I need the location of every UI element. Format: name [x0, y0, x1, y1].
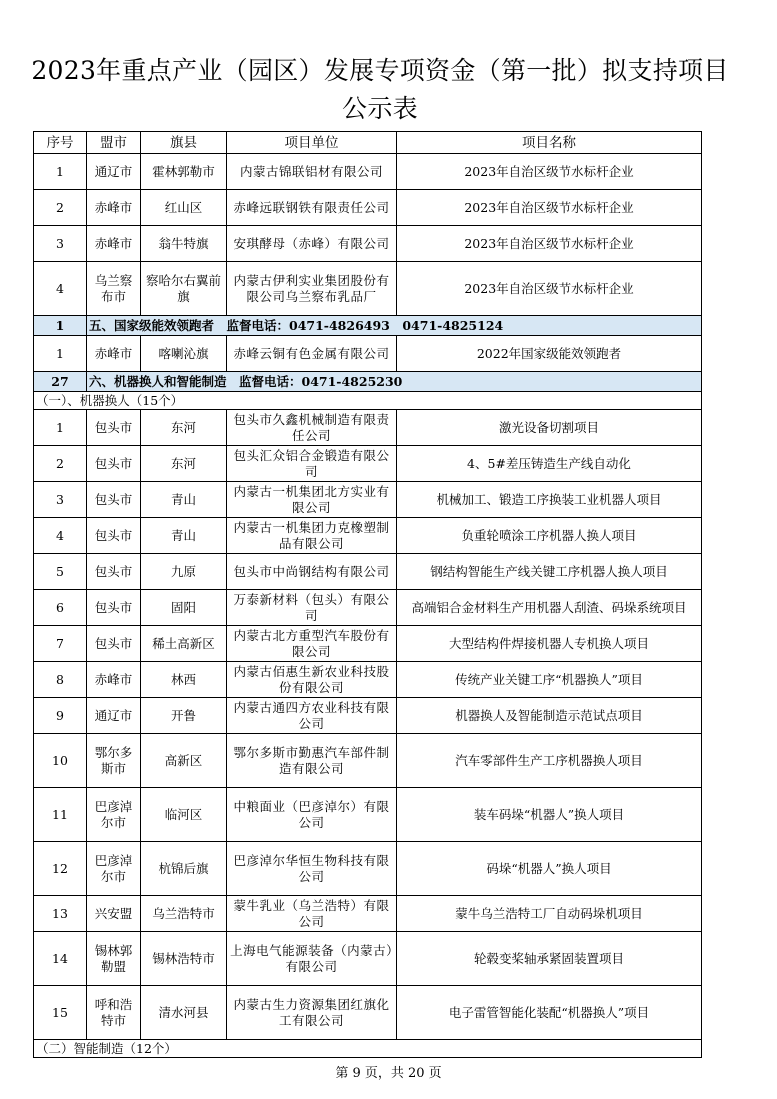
row-unit: 内蒙古一机集团力克橡塑制品有限公司 [227, 518, 397, 554]
row-seq: 10 [34, 734, 87, 788]
section-row [34, 316, 702, 336]
row-project: 传统产业关键工序“机器换人”项目 [397, 662, 702, 698]
row-unit: 包头市久鑫机械制造有限责任公司 [227, 410, 397, 446]
row-county: 林西 [141, 662, 227, 698]
table-row [34, 226, 702, 262]
section-title: 六、机器换人和智能制造 监督电话：0471-4825230 [87, 372, 702, 392]
subsection-title: （一）、机器换人（15个） [34, 392, 702, 410]
table-header-row [34, 132, 702, 154]
row-unit: 上海电气能源装备（内蒙古）有限公司 [227, 932, 397, 986]
row-city: 乌兰察布市 [87, 262, 141, 316]
row-project: 轮毂变桨轴承紧固装置项目 [397, 932, 702, 986]
header-project: 项目名称 [397, 132, 702, 154]
row-unit: 中粮面业（巴彦淖尔）有限公司 [227, 788, 397, 842]
row-seq: 3 [34, 482, 87, 518]
row-unit: 包头市中尚钢结构有限公司 [227, 554, 397, 590]
row-city: 包头市 [87, 590, 141, 626]
row-county: 高新区 [141, 734, 227, 788]
row-unit: 蒙牛乳业（乌兰浩特）有限公司 [227, 896, 397, 932]
row-seq: 8 [34, 662, 87, 698]
row-project: 高端铝合金材料生产用机器人刮渣、码垛系统项目 [397, 590, 702, 626]
table-row [34, 842, 702, 896]
row-city: 包头市 [87, 626, 141, 662]
row-city: 巴彦淖尔市 [87, 788, 141, 842]
table-row [34, 336, 702, 372]
row-unit: 巴彦淖尔华恒生物科技有限公司 [227, 842, 397, 896]
row-city: 赤峰市 [87, 226, 141, 262]
row-project: 激光设备切割项目 [397, 410, 702, 446]
row-project: 4、5#差压铸造生产线自动化 [397, 446, 702, 482]
row-county: 红山区 [141, 190, 227, 226]
page-title: 2023年重点产业（园区）发展专项资金（第一批）拟支持项目公示表 [31, 56, 729, 123]
row-project: 大型结构件焊接机器人专机换人项目 [397, 626, 702, 662]
row-project: 2023年自治区级节水标杆企业 [397, 262, 702, 316]
row-county: 霍林郭勒市 [141, 154, 227, 190]
header-seq: 序号 [34, 132, 87, 154]
row-county: 青山 [141, 518, 227, 554]
row-unit: 内蒙古生力资源集团红旗化工有限公司 [227, 986, 397, 1040]
page-footer: 第 9 页，共 20 页 [335, 1066, 442, 1081]
row-unit: 安琪酵母（赤峰）有限公司 [227, 226, 397, 262]
row-project: 码垛“机器人”换人项目 [397, 842, 702, 896]
row-city: 呼和浩特市 [87, 986, 141, 1040]
row-project: 机器换人及智能制造示范试点项目 [397, 698, 702, 734]
table-row [34, 446, 702, 482]
row-project: 2022年国家级能效领跑者 [397, 336, 702, 372]
table-row [34, 154, 702, 190]
subsection-row [34, 392, 702, 410]
header-county: 旗县 [141, 132, 227, 154]
row-unit: 内蒙古一机集团北方实业有限公司 [227, 482, 397, 518]
table-row [34, 788, 702, 842]
row-city: 兴安盟 [87, 896, 141, 932]
row-county: 察哈尔右翼前旗 [141, 262, 227, 316]
subsection-row [34, 1040, 702, 1058]
row-county: 乌兰浩特市 [141, 896, 227, 932]
row-county: 固阳 [141, 590, 227, 626]
row-city: 包头市 [87, 410, 141, 446]
row-seq: 1 [34, 336, 87, 372]
row-seq: 4 [34, 518, 87, 554]
row-unit: 万泰新材料（包头）有限公司 [227, 590, 397, 626]
table-row [34, 518, 702, 554]
row-city: 锡林郭勒盟 [87, 932, 141, 986]
row-project: 负重轮喷涂工序机器人换人项目 [397, 518, 702, 554]
table-row [34, 986, 702, 1040]
row-seq: 9 [34, 698, 87, 734]
row-county: 东河 [141, 446, 227, 482]
row-unit: 内蒙古北方重型汽车股份有限公司 [227, 626, 397, 662]
table-row [34, 554, 702, 590]
row-seq: 3 [34, 226, 87, 262]
row-county: 开鲁 [141, 698, 227, 734]
table-row [34, 734, 702, 788]
row-seq: 1 [34, 410, 87, 446]
row-city: 通辽市 [87, 698, 141, 734]
row-city: 赤峰市 [87, 662, 141, 698]
row-project: 电子雷管智能化装配“机器换人”项目 [397, 986, 702, 1040]
table-row [34, 662, 702, 698]
row-project: 机械加工、锻造工序换装工业机器人项目 [397, 482, 702, 518]
row-project: 2023年自治区级节水标杆企业 [397, 154, 702, 190]
row-seq: 13 [34, 896, 87, 932]
section-row [34, 372, 702, 392]
section-count: 27 [34, 372, 87, 392]
table-row [34, 190, 702, 226]
row-seq: 5 [34, 554, 87, 590]
row-project: 钢结构智能生产线关键工序机器人换人项目 [397, 554, 702, 590]
row-seq: 15 [34, 986, 87, 1040]
row-city: 包头市 [87, 518, 141, 554]
row-county: 喀喇沁旗 [141, 336, 227, 372]
header-unit: 项目单位 [227, 132, 397, 154]
row-seq: 2 [34, 190, 87, 226]
row-county: 青山 [141, 482, 227, 518]
row-seq: 11 [34, 788, 87, 842]
row-unit: 内蒙古佰惠生新农业科技股份有限公司 [227, 662, 397, 698]
row-city: 通辽市 [87, 154, 141, 190]
row-county: 杭锦后旗 [141, 842, 227, 896]
table-body [34, 154, 702, 1058]
row-unit: 内蒙古通四方农业科技有限公司 [227, 698, 397, 734]
row-unit: 内蒙古锦联铝材有限公司 [227, 154, 397, 190]
row-unit: 赤峰云铜有色金属有限公司 [227, 336, 397, 372]
row-county: 东河 [141, 410, 227, 446]
row-seq: 7 [34, 626, 87, 662]
row-county: 翁牛特旗 [141, 226, 227, 262]
table-row [34, 626, 702, 662]
row-seq: 2 [34, 446, 87, 482]
table-row [34, 932, 702, 986]
table-row [34, 590, 702, 626]
subsection-title: （二）智能制造（12个） [34, 1040, 702, 1058]
row-city: 包头市 [87, 446, 141, 482]
row-city: 包头市 [87, 482, 141, 518]
row-city: 赤峰市 [87, 336, 141, 372]
section-count: 1 [34, 316, 87, 336]
section-title: 五、国家级能效领跑者 监督电话：0471-4826493 0471-4825124 [87, 316, 702, 336]
row-city: 包头市 [87, 554, 141, 590]
row-unit: 赤峰远联钢铁有限责任公司 [227, 190, 397, 226]
row-project: 蒙牛乌兰浩特工厂自动码垛机项目 [397, 896, 702, 932]
table-row [34, 896, 702, 932]
row-county: 临河区 [141, 788, 227, 842]
row-seq: 14 [34, 932, 87, 986]
row-seq: 4 [34, 262, 87, 316]
table-row [34, 410, 702, 446]
row-seq: 1 [34, 154, 87, 190]
row-city: 赤峰市 [87, 190, 141, 226]
table-row [34, 262, 702, 316]
row-unit: 包头汇众铝合金锻造有限公司 [227, 446, 397, 482]
row-project: 汽车零部件生产工序机器换人项目 [397, 734, 702, 788]
row-unit: 内蒙古伊利实业集团股份有限公司乌兰察布乳品厂 [227, 262, 397, 316]
row-project: 2023年自治区级节水标杆企业 [397, 226, 702, 262]
row-project: 装车码垛“机器人”换人项目 [397, 788, 702, 842]
row-unit: 鄂尔多斯市勤惠汽车部件制造有限公司 [227, 734, 397, 788]
project-table [33, 131, 702, 1058]
header-city: 盟市 [87, 132, 141, 154]
table-row [34, 482, 702, 518]
row-project: 2023年自治区级节水标杆企业 [397, 190, 702, 226]
row-seq: 12 [34, 842, 87, 896]
row-county: 清水河县 [141, 986, 227, 1040]
row-county: 锡林浩特市 [141, 932, 227, 986]
row-city: 巴彦淖尔市 [87, 842, 141, 896]
row-county: 稀土高新区 [141, 626, 227, 662]
table-row [34, 698, 702, 734]
row-county: 九原 [141, 554, 227, 590]
row-seq: 6 [34, 590, 87, 626]
row-city: 鄂尔多斯市 [87, 734, 141, 788]
